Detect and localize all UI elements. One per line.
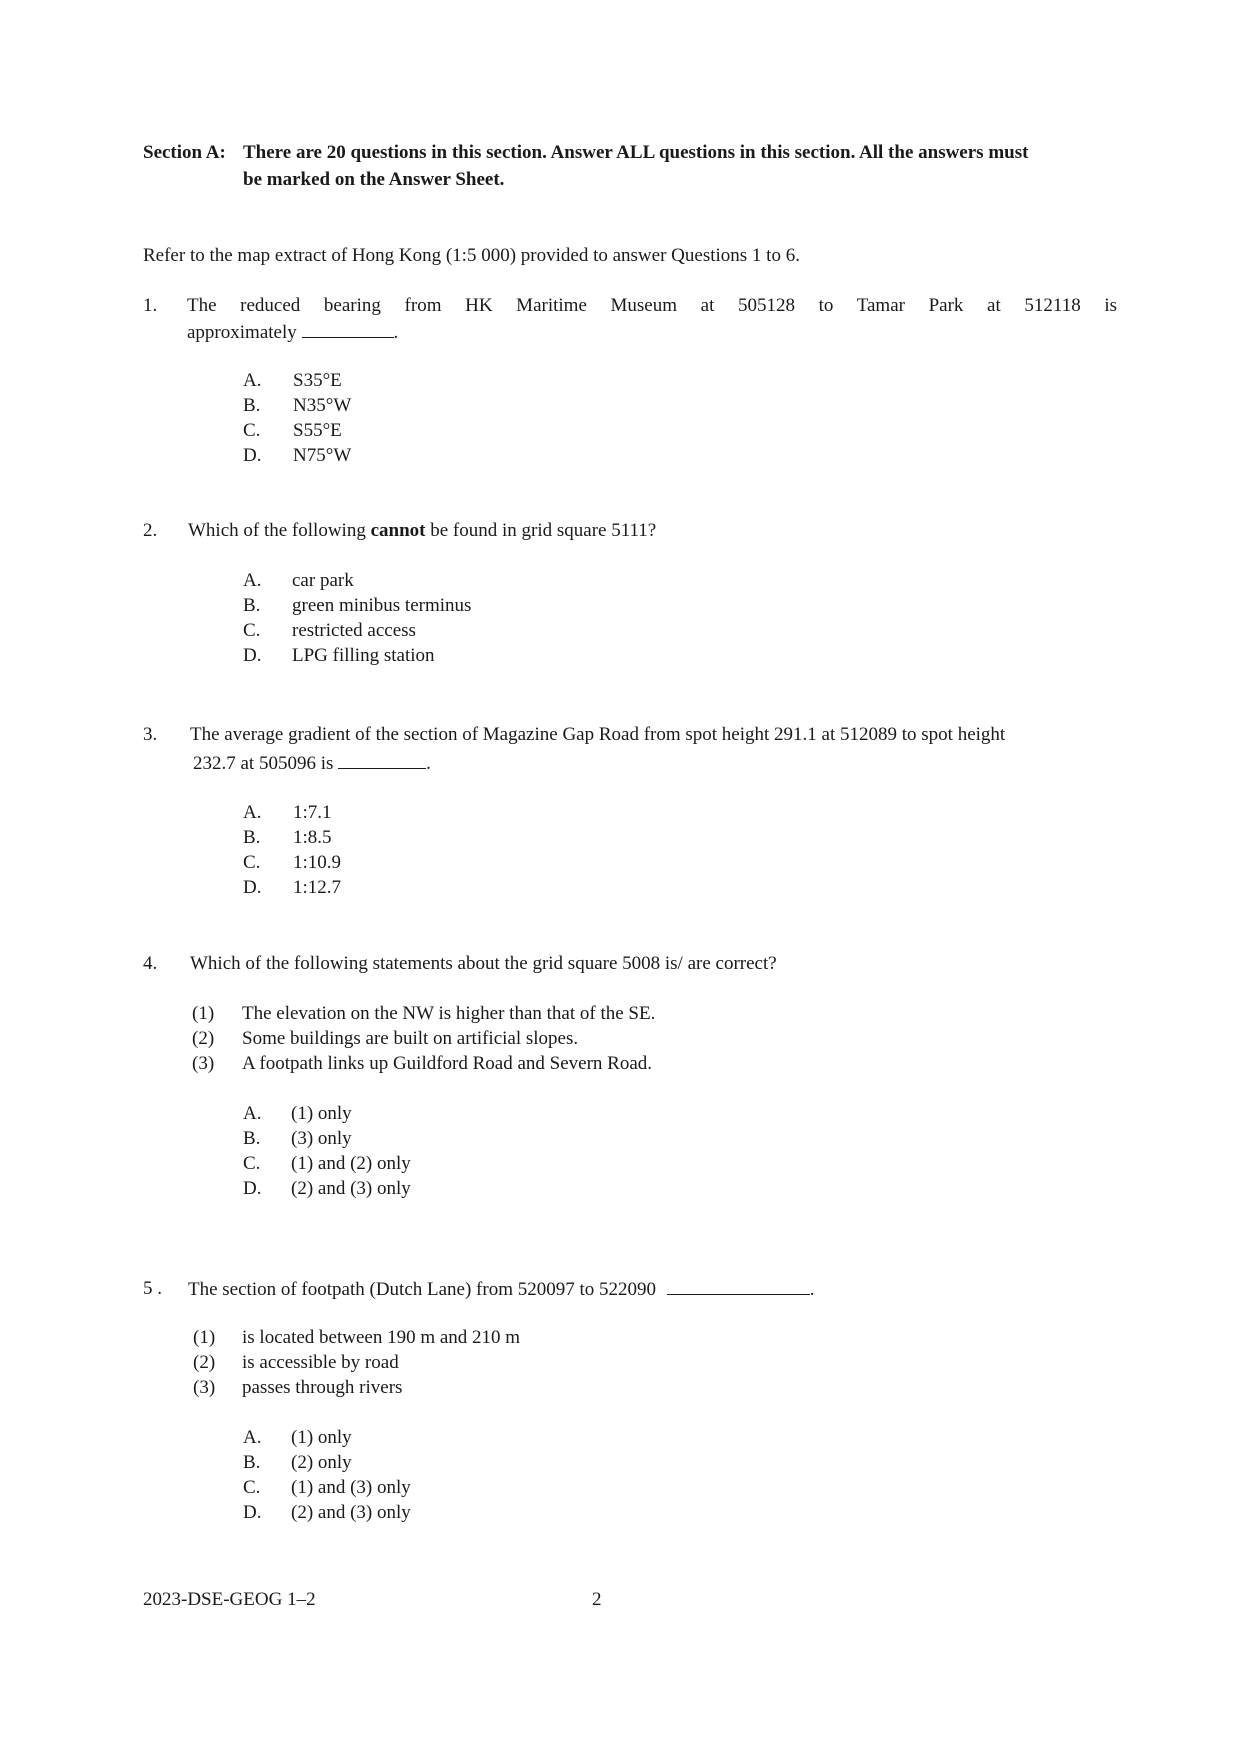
- question-text-line-2: 232.7 at 505096 is .: [193, 750, 431, 776]
- answer-blank: [338, 750, 426, 769]
- answer-blank: [667, 1276, 810, 1295]
- question-number: 1.: [143, 295, 158, 316]
- question-number: 3.: [143, 724, 158, 745]
- question-text: Which of the following cannot be found in grid square 5111?: [188, 520, 657, 541]
- section-instruction-line-1: There are 20 questions in this section. Answer ALL questions in this section. All the answers must: [243, 142, 1029, 163]
- paper-code: 2023-DSE-GEOG 1–2: [143, 1589, 316, 1610]
- question-number: 2.: [143, 520, 158, 541]
- section-instruction-line-2: be marked on the Answer Sheet.: [243, 169, 505, 190]
- section-label: Section A:: [143, 142, 226, 163]
- question-number: 5 .: [143, 1278, 162, 1299]
- page-number: 2: [592, 1589, 602, 1610]
- question-text-line-2: approximately .: [187, 319, 398, 345]
- question-text: Which of the following statements about the grid square 5008 is/ are correct?: [190, 953, 777, 974]
- question-text-line-1: The average gradient of the section of Magazine Gap Road from spot height 291.1 at 512089 to spot height: [190, 724, 1006, 745]
- question-text-line-1: The reduced bearing from HK Maritime Museum at 505128 to Tamar Park at 512118 is: [187, 295, 1117, 316]
- answer-blank: [302, 319, 394, 338]
- question-number: 4.: [143, 953, 158, 974]
- map-instruction: Refer to the map extract of Hong Kong (1:5 000) provided to answer Questions 1 to 6.: [143, 245, 800, 266]
- question-text: The section of footpath (Dutch Lane) from 520097 to 522090 .: [188, 1276, 815, 1302]
